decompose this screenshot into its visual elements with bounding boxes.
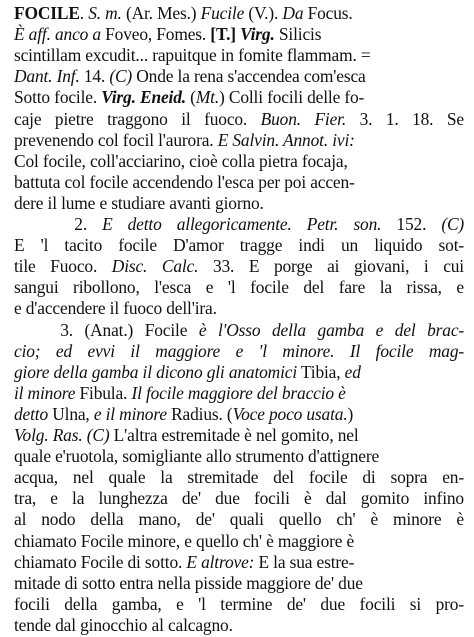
entry-line [14,445,379,468]
entry-text-run [292,214,307,234]
entry-line [14,65,366,88]
entry-text-run: E 'l tacito focile D'amor tragge indi un liquido sot- [14,235,465,255]
entry-text-run: 3. 1. 18. Se [346,109,464,129]
entry-text-run: Voce poco usata. [232,404,348,424]
entry-text-run: acqua, nel quale la stremitade del focile di sopra en- [14,467,464,487]
entry-text-run: Onde la rena s'accendea com'esca [132,66,366,86]
entry-text-run: giore della gamba il dicono gli anatomici [14,362,298,382]
entry-text-run: Radius. ( [166,404,233,424]
entry-text-run: caje pietre traggono il fuoco. [14,109,261,129]
entry-text-run: 14. [79,66,110,86]
entry-text-run: Ulna, [48,404,94,424]
entry-text-run: Virg. [240,24,275,44]
entry-text-run: E Salvin. Annot. ivi: [217,130,355,150]
entry-line [14,150,348,173]
entry-text-run: Fucile [200,3,245,23]
entry-line [14,382,346,405]
entry-text-run: tile Fuoco. [14,256,112,276]
entry-text-run: tende dal ginocchio al calcagno. [14,615,233,635]
entry-text-run: ( [185,87,196,107]
entry-text-run: focili della gamba, e 'l termine de' due focili si pro- [14,594,464,614]
entry-text-run: chiamato Focile minore, e quello ch' è maggiore è [14,531,355,551]
entry-text-run: 3. (Anat.) Focile [14,320,199,340]
entry-line [14,424,359,447]
entry-line [14,192,264,215]
entry-text-run: FOCILE [14,3,80,23]
entry-line [14,340,464,363]
entry-text-run: e d'accendere il fuoco dell'ira. [14,298,217,318]
entry-text-run: (C) [86,425,110,445]
entry-text-run: S. m. [88,3,122,23]
entry-line [14,44,371,67]
entry-text-run: sangui ribollono, l'esca e 'l focile del fare la rissa, e [14,277,464,297]
entry-line [14,487,464,510]
entry-text-run: È aff. anco a [14,24,101,44]
entry-text-run: ed [344,362,361,382]
entry-text-run: 152. [381,214,442,234]
entry-text-run: (C) [109,66,133,86]
entry-text-run: (V.). [244,3,283,23]
entry-line [14,614,233,637]
entry-text-run: L'altra estremitade è nel gomito, nel [109,425,359,445]
entry-text-run: Il focile maggiore del braccio è [131,383,346,403]
entry-line [14,572,363,595]
entry-line [14,234,464,257]
entry-text-run: . [79,3,89,23]
entry-line [14,551,354,574]
entry-line [14,319,464,342]
entry-text-run: Virg. Eneid. [101,87,186,107]
entry-text-run: chiamato Focile di sotto. [14,552,187,572]
entry-text-run: ) Colli focili delle fo- [219,87,365,107]
entry-text-run: ) [347,404,354,424]
entry-line [14,171,355,194]
entry-line [14,403,353,426]
entry-text-run: Volg. Ras. [14,425,83,445]
entry-line [14,255,464,278]
entry-text-run: Dant. Inf. [14,66,80,86]
entry-line [14,108,464,131]
entry-line [14,593,464,616]
entry-line [14,361,361,384]
entry-text-run: Da [282,3,304,23]
entry-text-run: dere il lume e studiare avanti giorno. [14,193,264,213]
entry-text-run: detto [14,404,49,424]
entry-text-run: Focus. [303,3,353,23]
entry-text-run: Col focile, coll'acciarino, cioè colla pietra focaja, [14,151,348,171]
entry-line [14,23,321,46]
entry-text-run: Petr. son. [306,214,382,234]
entry-text-run: E altrove: [186,552,255,572]
entry-text-run: scintillam excudit... rapuitque in fomite flammam. = [14,45,371,65]
entry-line [14,2,353,25]
entry-line [14,213,464,236]
entry-text-run: Silicis [274,24,322,44]
entry-text-run: Sotto focile. [14,87,102,107]
entry-line [14,276,464,299]
entry-text-run: Tibia, [297,362,345,382]
entry-text-run: 33. E porge ai giovani, i cui [198,256,464,276]
entry-text-run: Mt. [195,87,220,107]
entry-text-run: al nodo della mano, de' quali quello ch' è minore è [14,509,464,529]
entry-text-run: il minore [14,383,76,403]
entry-text-run: (Ar. Mes.) [121,3,201,23]
entry-text-run: prevenendo col focil l'aurora. [14,130,218,150]
entry-text-run: Buon. Fier. [260,109,347,129]
entry-text-run: battuta col focile accendendo l'esca per poi accen- [14,172,355,192]
entry-text-run: E detto allegoricamente. [102,214,292,234]
entry-text-run: E la sua estre- [254,552,355,572]
entry-text-run: (C) [441,214,465,234]
entry-line [14,297,217,320]
entry-line [14,508,464,531]
entry-text-run: tra, e la lunghezza de' due focili è dal gomito infino [14,488,464,508]
entry-line [14,129,355,152]
entry-text-run: Fibula. [75,383,132,403]
entry-line [14,466,464,489]
entry-text-run: mitade di sotto entra nella pisside maggiore de' due [14,573,363,593]
entry-text-run: quale e'ruotola, somigliante allo strumento d'attignere [14,446,380,466]
entry-line [14,530,354,553]
entry-text-run: Foveo, Fomes. [100,24,211,44]
entry-text-run: e il minore [93,404,167,424]
entry-line [14,86,364,109]
entry-text-run: è l'Osso della gamba e del brac- [198,320,465,340]
entry-text-run: cio; ed evvi il maggiore e 'l minore. Il focile mag- [14,341,465,361]
entry-text-run: Disc. Calc. [111,256,199,276]
entry-text-run: [T.] [210,24,236,44]
entry-text-run: 2. [14,214,103,234]
